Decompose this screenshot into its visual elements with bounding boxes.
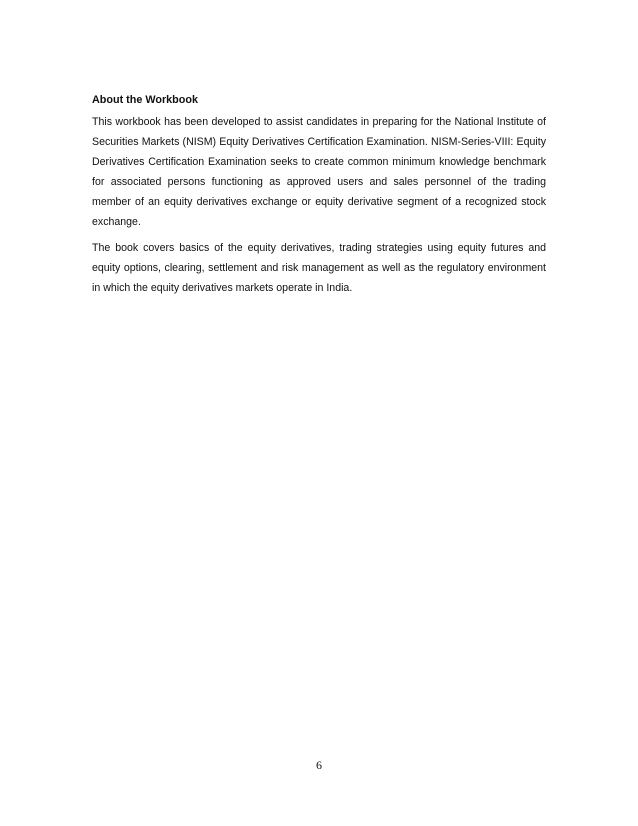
section-heading: About the Workbook <box>92 94 198 106</box>
paragraph-coverage: The book covers basics of the equity derivatives, trading strategies using equity futures and equity options, clearing, settlement and risk management as well as the regulatory environment in which the equity derivatives markets operate in India. <box>92 242 546 294</box>
page-number: 6 <box>316 758 322 772</box>
paragraph-purpose: This workbook has been developed to assist candidates in preparing for the National Institute of Securities Markets (NISM) Equity Derivatives Certification Examination. NISM-Series-VIII: Equity Derivatives Certification Examination seeks to create common minimum knowledge benchmark for associated persons functioning as approved users and sales personnel of the trading member of an equity derivatives exchange or equity derivative segment of a recognized stock exchange. <box>92 116 546 228</box>
page-content <box>92 93 546 298</box>
